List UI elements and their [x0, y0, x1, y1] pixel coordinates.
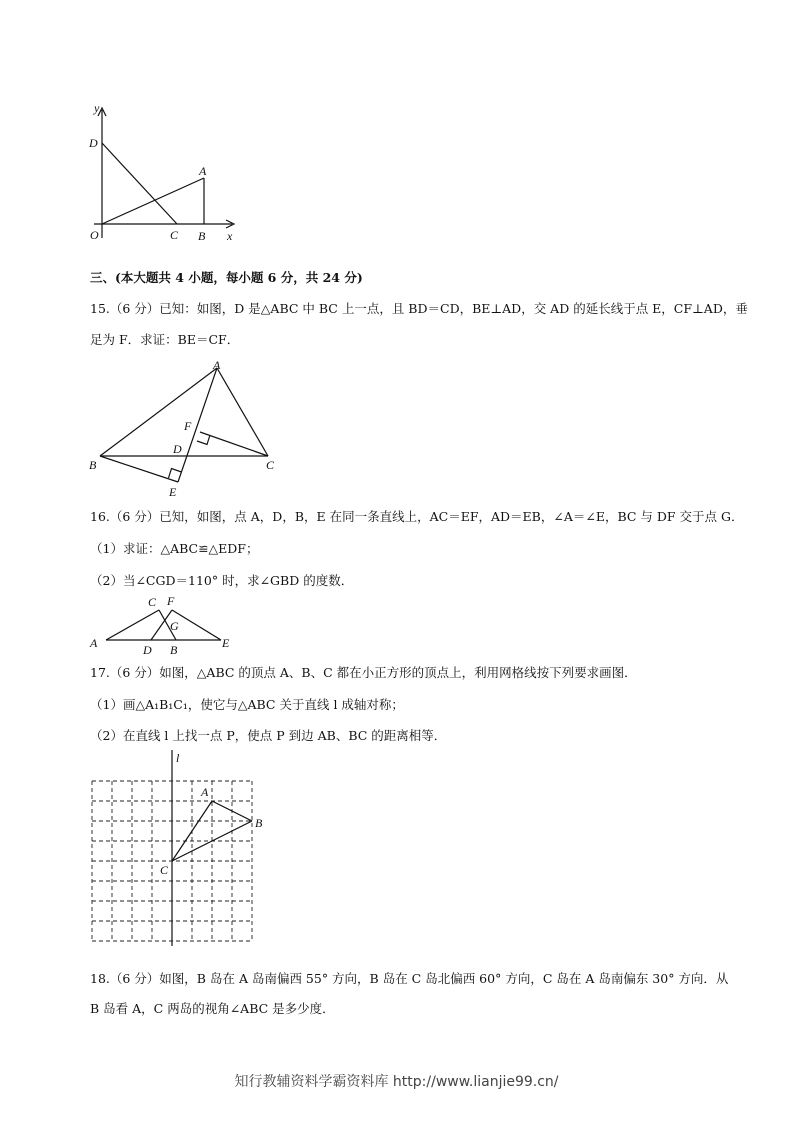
- q16-line1: 16.（6 分）已知，如图，点 A，D，B，E 在同一条直线上，AC＝EF，AD＝EB，∠A＝∠E，BC 与 DF 交于点 G．: [90, 509, 744, 524]
- q16-sub2: （2）当∠CGD＝110° 时，求∠GBD 的度数．: [90, 573, 354, 588]
- q17-sub2: （2）在直线 l 上找一点 P，使点 P 到边 AB、BC 的距离相等．: [90, 728, 447, 743]
- label-b: B: [170, 643, 178, 657]
- label-b: B: [89, 458, 97, 472]
- segment-oa: [102, 178, 204, 224]
- label-b: B: [255, 816, 263, 830]
- figure-axes: [82, 98, 252, 248]
- figure-q16: [86, 592, 246, 658]
- q16-sub1: （1）求证：△ABC≌△EDF；: [90, 541, 259, 556]
- segment-ac: [217, 368, 268, 456]
- footer-watermark: 知行教辅资料学霸资料库 http://www.lianjie99.cn/: [234, 1074, 559, 1090]
- segment-ab: [100, 368, 217, 456]
- label-e: E: [222, 636, 230, 650]
- label-o: O: [90, 228, 99, 242]
- label-c: C: [266, 458, 275, 472]
- segment-dc: [102, 143, 177, 224]
- q17-sub1: （1）画△A₁B₁C₁，使它与△ABC 关于直线 l 成轴对称；: [90, 697, 404, 712]
- label-c: C: [170, 228, 179, 242]
- label-f: F: [184, 419, 192, 433]
- label-c: C: [160, 863, 169, 877]
- segment-fe: [172, 610, 221, 640]
- figure-q17-grid: [80, 748, 280, 948]
- label-c: C: [148, 595, 157, 609]
- label-a: A: [213, 358, 221, 372]
- label-d: D: [173, 442, 182, 456]
- label-d: D: [89, 136, 98, 150]
- q15-line2: 足为 F．求证：BE＝CF．: [90, 332, 240, 347]
- q18-line2: B 岛看 A，C 两岛的视角∠ABC 是多少度．: [90, 1001, 335, 1016]
- label-y: y: [94, 101, 100, 115]
- label-f: F: [167, 594, 175, 608]
- label-a: A: [201, 785, 209, 799]
- q15-line1: 15.（6 分）已知：如图，D 是△ABC 中 BC 上一点，且 BD＝CD，BE⊥AD，交 AD 的延长线于点 E，CF⊥AD，垂: [90, 301, 748, 316]
- label-a: A: [90, 636, 98, 650]
- q18-line1: 18.（6 分）如图，B 岛在 A 岛南偏西 55° 方向，B 岛在 C 岛北偏西 60° 方向，C 岛在 A 岛南偏东 30° 方向．从: [90, 971, 729, 986]
- right-angle-f: [197, 435, 210, 445]
- label-g: G: [170, 619, 179, 633]
- label-d: D: [143, 643, 152, 657]
- q17-line1: 17.（6 分）如图，△ABC 的顶点 A、B、C 都在小正方形的顶点上，利用网格线按下列要求画图．: [90, 665, 637, 680]
- label-b: B: [198, 229, 206, 243]
- label-a: A: [199, 164, 207, 178]
- segment-ac: [106, 610, 159, 640]
- segment-be: [100, 456, 178, 482]
- label-l: l: [176, 751, 180, 765]
- label-e: E: [169, 485, 177, 499]
- section-heading: 三、(本大题共 4 小题，每小题 6 分，共 24 分): [90, 270, 363, 285]
- figure-q15: [80, 358, 300, 503]
- label-x: x: [227, 229, 233, 243]
